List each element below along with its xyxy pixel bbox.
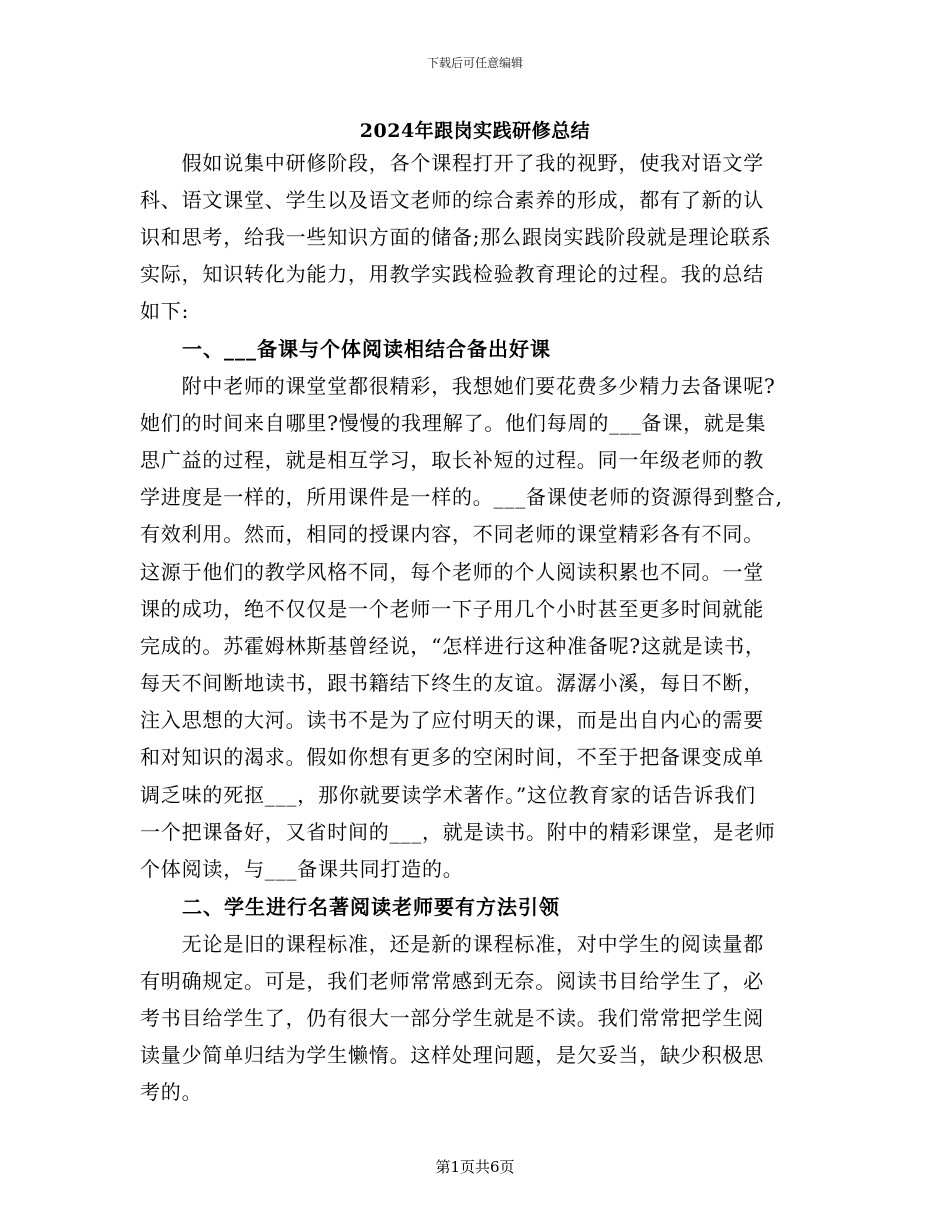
page-title: 2024年跟岗实践研修总结 <box>359 120 591 142</box>
body-line: 考书目给学生了，仍有很大一部分学生就是不读。我们常常把学生阅 <box>140 1006 764 1030</box>
page-number: 第1页共6页 <box>435 1158 515 1176</box>
body-line: 有效利用。然而，相同的授课内容，不同老师的课堂精彩各有不同。 <box>140 522 764 546</box>
body-line: 有明确规定。可是，我们老师常常感到无奈。阅读书目给学生了，必 <box>140 969 764 993</box>
body-line: 个体阅读，与___备课共同打造的。 <box>140 857 464 881</box>
body-line: 如下: <box>140 299 190 323</box>
body-line: 学进度是一样的，所用课件是一样的。___备课使老师的资源得到整合, <box>140 485 783 509</box>
body-line: 完成的。苏霍姆林斯基曾经说，“怎样进行这种准备呢?这就是读书， <box>140 634 766 658</box>
body-line: 无论是旧的课程标准，还是新的课程标准，对中学生的阅读量都 <box>140 932 764 956</box>
body-line: 课的成功，绝不仅仅是一个老师一下子用几个小时甚至更多时间就能 <box>140 597 764 621</box>
body-line: 考的。 <box>140 1080 203 1104</box>
body-line: 每天不间断地读书，跟书籍结下终生的友谊。潺潺小溪，每日不断， <box>140 671 764 695</box>
body-line: 这源于他们的教学风格不同，每个老师的个人阅读积累也不同。一堂 <box>140 560 764 584</box>
download-note: 下载后可任意编辑 <box>426 56 523 70</box>
body-line: 思广益的过程，就是相互学习，取长补短的过程。同一年级老师的教 <box>140 448 764 472</box>
body-line: 实际，知识转化为能力，用教学实践检验教育理论的过程。我的总结 <box>140 262 764 286</box>
section-heading: 二、学生进行名著阅读老师要有方法引领 <box>140 895 560 919</box>
body-line: 科、语文课堂、学生以及语文老师的综合素养的形成，都有了新的认 <box>140 188 764 212</box>
body-line: 读量少简单归结为学生懒惰。这样处理问题，是欠妥当，缺少积极思 <box>140 1043 764 1067</box>
body-line: 和对知识的渴求。假如你想有更多的空闲时间，不至于把备课变成单 <box>140 745 764 769</box>
body-line: 识和思考，给我一些知识方面的储备;那么跟岗实践阶段就是理论联系 <box>140 225 772 249</box>
section-heading: 一、___备课与个体阅读相结合备出好课 <box>140 337 551 361</box>
body-line: 附中老师的课堂堂都很精彩，我想她们要花费多少精力去备课呢? <box>140 374 776 398</box>
body-line: 她们的时间来自哪里?慢慢的我理解了。他们每周的___备课，就是集 <box>140 411 767 435</box>
body-line: 假如说集中研修阶段，各个课程打开了我的视野，使我对语文学 <box>140 151 764 175</box>
body-line: 注入思想的大河。读书不是为了应付明天的课，而是出自内心的需要 <box>140 708 764 732</box>
body-line: 调乏味的死抠___，那你就要读学术著作。”这位教育家的话告诉我们 <box>140 783 756 807</box>
body-line: 一个把课备好，又省时间的___，就是读书。附中的精彩课堂，是老师 <box>140 820 776 844</box>
